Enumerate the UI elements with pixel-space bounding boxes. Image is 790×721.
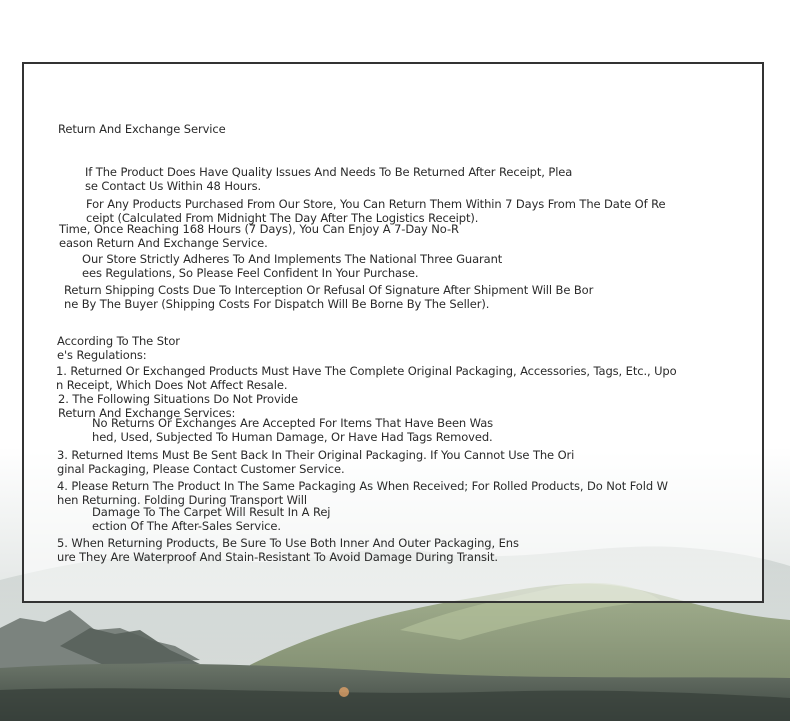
text-line: ne By The Buyer (Shipping Costs For Dispatch Will Be Borne By The Seller). [64, 297, 490, 311]
text-line: n Receipt, Which Does Not Affect Resale. [56, 378, 288, 392]
text-line: Return And Exchange Services: [58, 406, 236, 420]
text-line: ceipt (Calculated From Midnight The Day After The Logistics Receipt). [86, 211, 479, 225]
page-title: Return And Exchange Service [58, 122, 226, 136]
text-line: 4. Please Return The Product In The Same Packaging As When Received; For Rolled Products, Do Not Fold W [57, 479, 668, 493]
text-line: ees Regulations, So Please Feel Confident In Your Purchase. [82, 266, 419, 280]
text-line: Our Store Strictly Adheres To And Implements The National Three Guarant [82, 252, 503, 266]
text-line: 1. Returned Or Exchanged Products Must Have The Complete Original Packaging, Accessories, Tags, Etc., Upo [56, 364, 677, 378]
text-line: ection Of The After-Sales Service. [92, 519, 281, 533]
text-line: According To The Stor [57, 334, 180, 348]
text-line: eason Return And Exchange Service. [59, 236, 268, 250]
text-line: No Returns Or Exchanges Are Accepted For Items That Have Been Was [92, 416, 494, 430]
text-line: 2. The Following Situations Do Not Provide [58, 392, 298, 406]
text-line: hed, Used, Subjected To Human Damage, Or Have Had Tags Removed. [92, 430, 493, 444]
text-line: hen Returning. Folding During Transport Will [57, 493, 307, 507]
text-line: ure They Are Waterproof And Stain-Resistant To Avoid Damage During Transit. [57, 550, 498, 564]
text-line: 5. When Returning Products, Be Sure To Use Both Inner And Outer Packaging, Ens [57, 536, 519, 550]
text-line: e's Regulations: [57, 348, 147, 362]
text-line: 3. Returned Items Must Be Sent Back In Their Original Packaging. If You Cannot Use The Ori [57, 448, 575, 462]
text-line: se Contact Us Within 48 Hours. [85, 179, 262, 193]
text-line: ginal Packaging, Please Contact Customer Service. [57, 462, 345, 476]
text-line: Damage To The Carpet Will Result In A Rej [92, 505, 331, 519]
text-line: Time, Once Reaching 168 Hours (7 Days), You Can Enjoy A 7-Day No-R [59, 222, 459, 236]
text-line: Return Shipping Costs Due To Interception Or Refusal Of Signature After Shipment Will Be Bor [64, 283, 594, 297]
text-line: For Any Products Purchased From Our Store, You Can Return Them Within 7 Days From The Date Of Re [86, 197, 666, 211]
text-line: If The Product Does Have Quality Issues And Needs To Be Returned After Receipt, Plea [85, 165, 573, 179]
